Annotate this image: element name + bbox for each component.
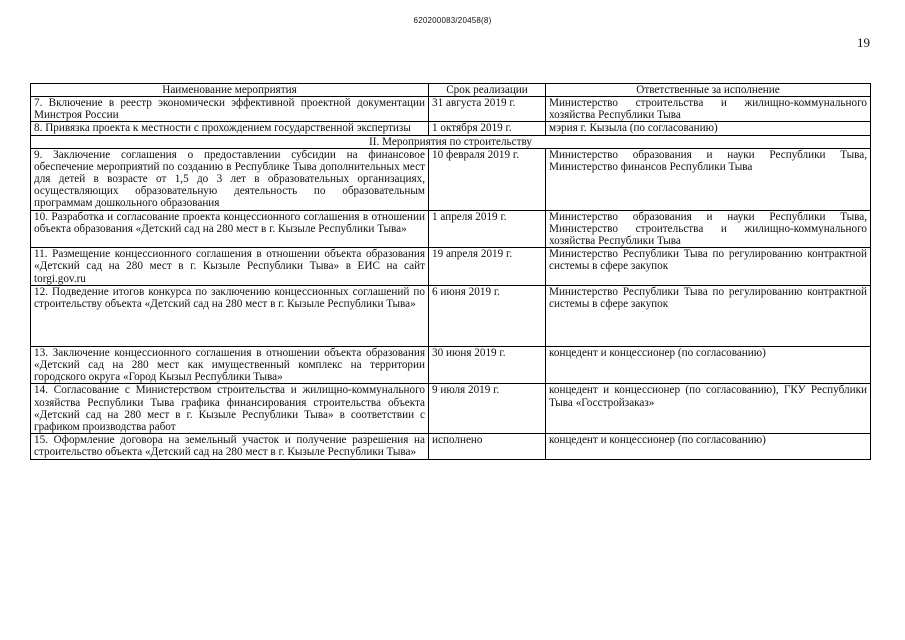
activity-name: 12. Подведение итогов конкурса по заключению концессионных соглашений по строительству объекта «Детский сад на 280 мест в г. Кызыле Республики Тыва» [31, 285, 429, 346]
table-row [31, 248, 871, 286]
activity-name: 9. Заключение соглашения о предоставлении субсидии на финансовое обеспечение мероприятий по созданию в Республике Тыва дополнительных мест для детей в возрасте от 1,5 до 3 лет в образовательных организациях, осуществляющих образовательную деятельность по образовательным программам дошкольного образования [31, 148, 429, 210]
activity-responsible: Министерство образования и науки Республики Тыва, Министерство строительства и жилищно-коммунального хозяйства Республики Тыва [546, 210, 871, 248]
column-header-term: Срок реализации [429, 84, 546, 97]
table-row [31, 148, 871, 210]
activity-term: 31 августа 2019 г. [429, 97, 546, 122]
activity-term: 19 апреля 2019 г. [429, 248, 546, 286]
table-row [31, 434, 871, 459]
activity-responsible: Министерство образования и науки Республики Тыва, Министерство финансов Республики Тыва [546, 148, 871, 210]
activity-name: 15. Оформление договора на земельный участок и получение разрешения на строительство объекта «Детский сад на 280 мест в г. Кызыле Республики Тыва» [31, 434, 429, 459]
activity-name: 13. Заключение концессионного соглашения в отношении объекта образования «Детский сад на 280 мест как имущественный комплекс на территории городского округа «Город Кызыл Республики Тыва» [31, 346, 429, 384]
activity-responsible: концедент и концессионер (по согласованию) [546, 434, 871, 459]
activity-name: 11. Размещение концессионного соглашения в отношении объекта образования «Детский сад на 280 мест в г. Кызыле Республики Тыва» в ЕИС на сайт torgi.gov.ru [31, 248, 429, 286]
table-row [31, 346, 871, 384]
section-row [31, 135, 871, 148]
activity-term: 1 октября 2019 г. [429, 122, 546, 135]
table-header-row [31, 84, 871, 97]
activity-term: исполнено [429, 434, 546, 459]
activity-responsible: Министерство Республики Тыва по регулированию контрактной системы в сфере закупок [546, 285, 871, 346]
activity-term: 1 апреля 2019 г. [429, 210, 546, 248]
activity-responsible: мэрия г. Кызыла (по согласованию) [546, 122, 871, 135]
table-row [31, 122, 871, 135]
table-row [31, 384, 871, 434]
activity-term: 9 июля 2019 г. [429, 384, 546, 434]
activities-table [30, 83, 871, 460]
activity-responsible: Министерство строительства и жилищно-коммунального хозяйства Республики Тыва [546, 97, 871, 122]
activity-responsible: концедент и концессионер (по согласованию), ГКУ Республики Тыва «Госстройзаказ» [546, 384, 871, 434]
activity-name: 7. Включение в реестр экономически эффективной проектной документации Минстроя России [31, 97, 429, 122]
activity-responsible: концедент и концессионер (по согласованию) [546, 346, 871, 384]
activity-term: 6 июня 2019 г. [429, 285, 546, 346]
page-number: 19 [857, 35, 870, 50]
activity-name: 8. Привязка проекта к местности с прохождением государственной экспертизы [31, 122, 429, 135]
document-code: 620200083/20458(8) [413, 16, 492, 25]
activity-name: 14. Согласование с Министерством строительства и жилищно-коммунального хозяйства Республики Тыва графика финансирования строительства объекта «Детский сад на 280 мест в г. Кызыле Республики Тыва» в соответствии с графиком производства работ [31, 384, 429, 434]
activity-responsible: Министерство Республики Тыва по регулированию контрактной системы в сфере закупок [546, 248, 871, 286]
activity-name: 10. Разработка и согласование проекта концессионного соглашения в отношении объекта образования «Детский сад на 280 мест в г. Кызыле Республики Тыва» [31, 210, 429, 248]
table-row [31, 97, 871, 122]
column-header-name: Наименование мероприятия [31, 84, 429, 97]
table-row [31, 285, 871, 346]
section-title: II. Мероприятия по строительству [31, 135, 871, 148]
table-row [31, 210, 871, 248]
activity-term: 10 февраля 2019 г. [429, 148, 546, 210]
column-header-responsible: Ответственные за исполнение [546, 84, 871, 97]
activity-term: 30 июня 2019 г. [429, 346, 546, 384]
